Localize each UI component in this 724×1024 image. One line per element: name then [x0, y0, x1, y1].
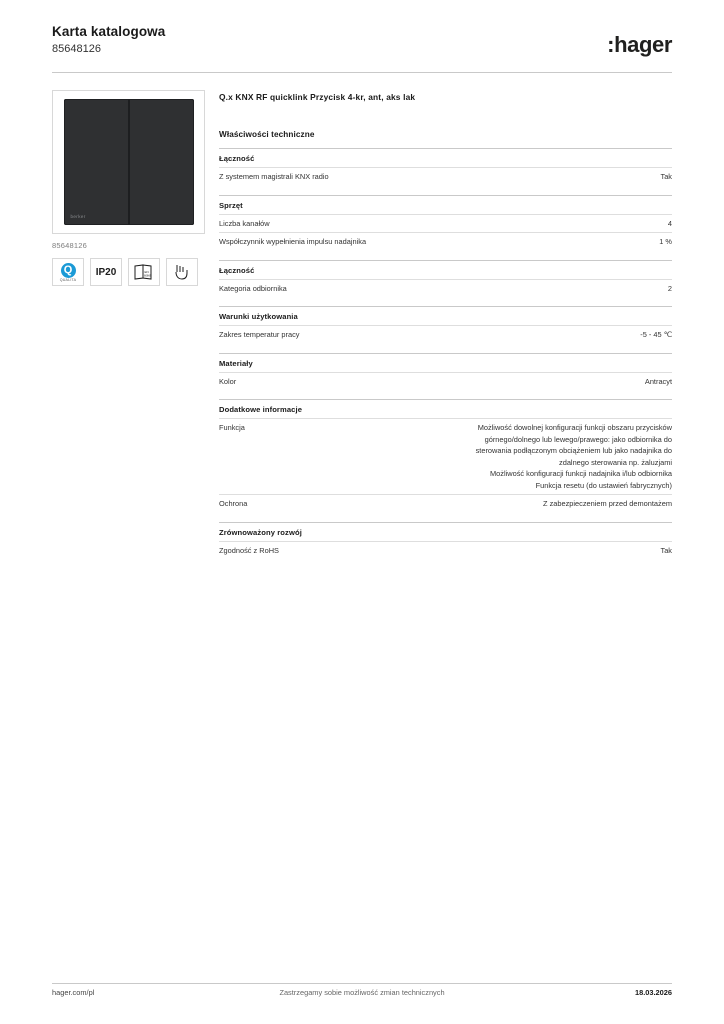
spec-value	[291, 545, 672, 557]
spec-row	[219, 214, 672, 233]
spec-group-title: Materiały	[219, 353, 672, 372]
spec-group	[219, 306, 672, 344]
spec-value	[299, 283, 672, 295]
product-image-divider	[128, 99, 130, 225]
spec-value	[259, 498, 672, 510]
spec-value	[282, 218, 672, 230]
page-title: Karta katalogowa	[52, 24, 166, 39]
spec-group	[219, 353, 672, 391]
spec-value-line: sterowania podłączonym obciążeniem lub jako nadajnika do	[475, 446, 672, 455]
footer-date: 18.03.2026	[635, 988, 672, 997]
spec-group	[219, 195, 672, 251]
spec-group-title: Dodatkowe informacje	[219, 399, 672, 418]
spec-label: Ochrona	[219, 499, 248, 508]
spec-label: Z systemem magistrali KNX radio	[219, 172, 329, 181]
product-media-column	[52, 90, 207, 286]
spec-value-line: Możliwość dowolnej konfiguracji funkcji obszaru przycisków	[477, 423, 672, 432]
logo-text: hager	[614, 32, 672, 57]
spec-groups	[219, 148, 672, 559]
page-header	[52, 24, 672, 70]
svg-text:EN: EN	[144, 270, 149, 274]
spec-row	[219, 279, 672, 298]
spec-group-title: Zrównoważony rozwój	[219, 522, 672, 541]
spec-value-line: -5 - 45 ℃	[640, 330, 672, 339]
spec-value	[341, 171, 672, 183]
hand-press-icon	[171, 263, 193, 281]
logo-colon: :	[607, 32, 615, 57]
spec-label: Kolor	[219, 376, 237, 386]
ip20-badge	[90, 258, 122, 286]
spec-value-line: 2	[667, 283, 672, 293]
spec-label: Zgodność z RoHS	[219, 545, 279, 555]
spec-group-title: Warunki użytkowania	[219, 306, 672, 325]
product-name: Q.x KNX RF quicklink Przycisk 4-kr, ant, aks lak	[219, 92, 416, 102]
document-reference: 85648126	[52, 43, 101, 55]
spec-group-title: Łączność	[219, 148, 672, 167]
footer-disclaimer: Zastrzegamy sobie możliwość zmian technicznych	[279, 988, 445, 997]
spec-value	[257, 422, 672, 491]
section-title-technical: Właściwości techniczne	[219, 130, 315, 139]
spec-row	[219, 325, 672, 344]
header-divider	[52, 72, 672, 73]
spec-label: Funkcja	[219, 423, 245, 432]
spec-group-title: Łączność	[219, 260, 672, 279]
product-brandmark: berker	[70, 214, 86, 219]
quality-badge	[52, 258, 84, 286]
specifications-column	[219, 92, 672, 561]
quality-badge-label: QUALITA	[59, 278, 77, 282]
spec-label: Kategoria odbiornika	[219, 283, 287, 293]
footer-divider	[52, 983, 672, 984]
book-icon	[133, 263, 155, 281]
footer-website[interactable]: hager.com/pl	[52, 988, 95, 997]
spec-row	[219, 167, 672, 186]
spec-group	[219, 522, 672, 560]
spec-value	[312, 329, 672, 341]
spec-value-line: Funkcja resetu (do ustawień fabrycznych)	[535, 480, 672, 490]
spec-group	[219, 260, 672, 298]
spec-value-line: 4	[667, 218, 672, 228]
product-image	[64, 99, 194, 225]
spec-value-line: Antracyt	[644, 376, 672, 386]
spec-label: Liczba kanałów	[219, 218, 270, 228]
hager-logo	[607, 32, 672, 58]
ip20-badge-label: IP20	[95, 266, 117, 278]
spec-value-line: górnego/dolnego lub lewego/prawego: jako odbiornika do	[484, 434, 672, 444]
spec-value-line: Możliwość konfiguracji funkcji nadajnika i/lub odbiornika	[490, 469, 672, 478]
badge-row	[52, 258, 207, 286]
quality-q-icon: Q	[61, 263, 76, 278]
spec-value-line: 1 %	[659, 237, 672, 246]
spec-value	[248, 376, 672, 388]
spec-label: Współczynnik wypełnienia impulsu nadajnika	[219, 237, 367, 246]
gesture-badge	[166, 258, 198, 286]
spec-value-line: Tak	[660, 545, 672, 555]
page-footer	[52, 988, 672, 1002]
product-image-caption: 85648126	[52, 241, 87, 250]
spec-value	[378, 236, 672, 248]
spec-row	[219, 372, 672, 391]
product-image-frame	[52, 90, 205, 234]
spec-row	[219, 418, 672, 494]
spec-value-line: zdalnego sterowania np. żaluzjami	[559, 457, 672, 467]
spec-row	[219, 494, 672, 513]
manual-badge	[128, 258, 160, 286]
spec-row	[219, 541, 672, 560]
spec-label: Zakres temperatur pracy	[219, 330, 300, 339]
spec-group	[219, 399, 672, 513]
spec-group	[219, 148, 672, 186]
spec-row	[219, 232, 672, 251]
svg-text:60669: 60669	[144, 274, 152, 278]
spec-group-title: Sprzęt	[219, 195, 672, 214]
spec-value-line: Z zabezpieczeniem przed demontażem	[543, 499, 672, 508]
spec-value-line: Tak	[660, 172, 672, 181]
